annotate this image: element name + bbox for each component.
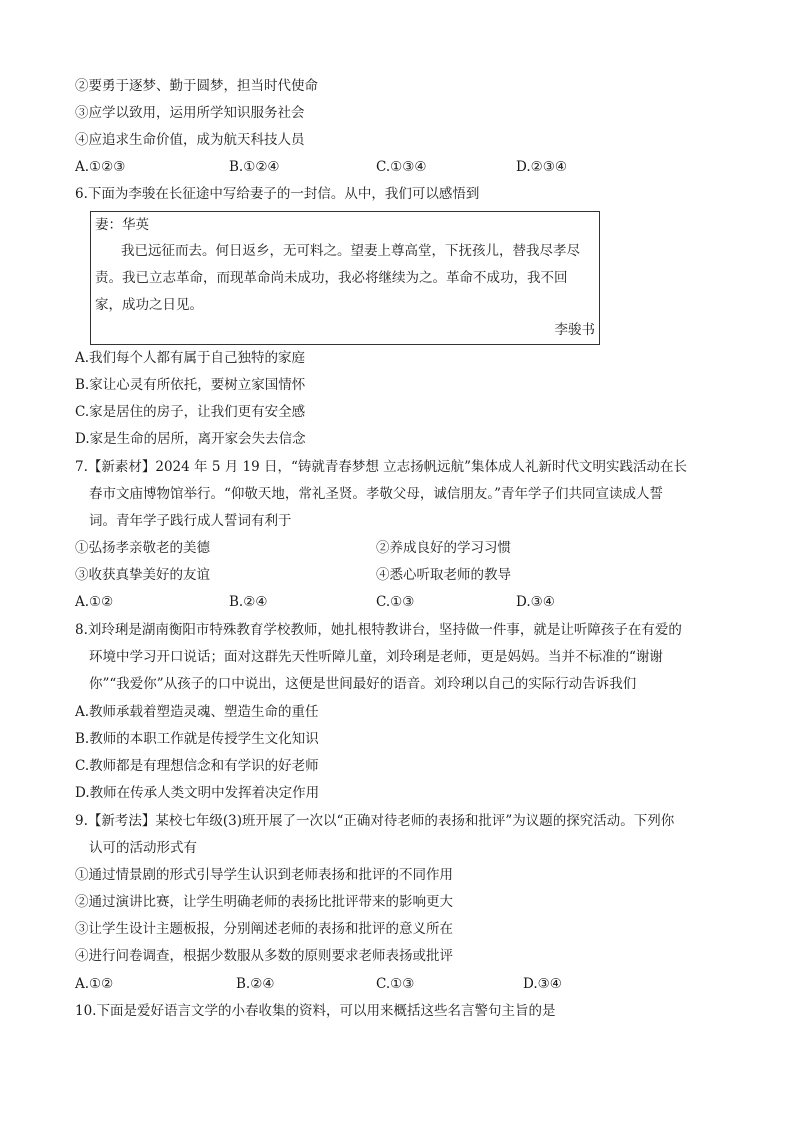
- q6-option-b: B.家让心灵有所依托，要树立家国情怀: [75, 377, 306, 393]
- q9-option-a: A.①②: [75, 976, 114, 992]
- q9-item-2: ②通过演讲比赛，让学生明确老师的表扬比批评带来的影响更大: [75, 894, 453, 910]
- letter-line-3: 家，成功之日见。: [95, 297, 203, 313]
- q9-item-4: ④进行问卷调查，根据少数服从多数的原则要求老师表扬或批评: [75, 948, 453, 964]
- q5-option-b: B.①②④: [229, 159, 280, 175]
- q7-item-1: ①弘扬孝亲敬老的美德: [75, 540, 210, 556]
- letter-line-2: 责。我已立志革命，而现革命尚未成功，我必将继续为之。革命不成功，我不回: [95, 270, 568, 286]
- letter-salutation: 妻：华英: [95, 217, 149, 233]
- q5-item-2: ②要勇于逐梦、勤于圆梦，担当时代使命: [75, 78, 318, 94]
- q5-item-4: ④应追求生命价值，成为航天科技人员: [75, 132, 305, 148]
- q5-option-a: A.①②③: [75, 159, 126, 175]
- q8-stem-line-1: 8.刘玲琍是湖南衡阳市特殊教育学校教师，她扎根特教讲台，坚持做一件事，就是让听障孩子在有爱的: [75, 622, 682, 638]
- q7-stem-line-1: 7.【新素材】2024 年 5 月 19 日，“铸就青春梦想 立志扬帆远航”集体成人礼新时代文明实践活动在长: [75, 459, 688, 475]
- q6-stem: 6.下面为李骏在长征途中写给妻子的一封信。从中，我们可以感悟到: [75, 186, 480, 202]
- q9-item-3: ③让学生设计主题板报，分别阐述老师的表扬和批评的意义所在: [75, 921, 453, 937]
- q9-stem-line-2: 认可的活动形式有: [89, 840, 197, 856]
- q5-item-3: ③应学以致用，运用所学知识服务社会: [75, 105, 305, 121]
- q8-option-b: B.教师的本职工作就是传授学生文化知识: [75, 731, 319, 747]
- q9-option-c: C.①③: [376, 976, 415, 992]
- q6-option-d: D.家是生命的居所，离开家会失去信念: [75, 431, 306, 447]
- q8-option-a: A.教师承载着塑造灵魂、塑造生命的重任: [75, 704, 319, 720]
- q7-option-b: B.②④: [229, 594, 268, 610]
- q7-stem-line-2: 春市文庙博物馆举行。“仰敬天地，常礼圣贤。孝敬父母，诚信朋友。”青年学子们共同宣读成人誓: [89, 486, 664, 502]
- q7-stem-line-3: 词。青年学子践行成人誓词有利于: [89, 513, 292, 529]
- q5-option-c: C.①③④: [376, 159, 427, 175]
- q8-option-d: D.教师在传承人类文明中发挥着决定作用: [75, 785, 320, 801]
- q6-option-a: A.我们每个人都有属于自己独特的家庭: [75, 350, 306, 366]
- q5-option-d: D.②③④: [516, 159, 567, 175]
- q6-option-c: C.家是居住的房子，让我们更有安全感: [75, 404, 306, 420]
- q9-option-d: D.③④: [523, 976, 562, 992]
- q10-stem: 10.下面是爱好语言文学的小春收集的资料，可以用来概括这些名言警句主旨的是: [75, 1003, 556, 1019]
- q7-option-c: C.①③: [376, 594, 415, 610]
- letter-box: [90, 211, 600, 345]
- q9-item-1: ①通过情景剧的形式引导学生认识到老师表扬和批评的不同作用: [75, 867, 453, 883]
- q8-option-c: C.教师都是有理想信念和有学识的好老师: [75, 758, 319, 774]
- q7-option-a: A.①②: [75, 594, 114, 610]
- q7-item-4: ④悉心听取老师的教导: [376, 567, 511, 583]
- q9-option-b: B.②④: [236, 976, 275, 992]
- q8-stem-line-3: 你”“我爱你”从孩子的口中说出，这便是世间最好的语音。刘玲琍以自己的实际行动告诉我们: [89, 676, 637, 692]
- letter-line-1: 我已远征而去。何日返乡，无可料之。望妻上尊高堂，下抚孩儿，替我尽孝尽: [121, 243, 580, 259]
- q8-stem-line-2: 环境中学习开口说话；面对这群先天性听障儿童，刘玲琍是老师，更是妈妈。当并不标准的“谢谢: [89, 649, 663, 665]
- q7-item-3: ③收获真挚美好的友谊: [75, 567, 210, 583]
- q7-item-2: ②养成良好的学习习惯: [376, 540, 511, 556]
- q7-option-d: D.③④: [516, 594, 555, 610]
- q9-stem-line-1: 9.【新考法】某校七年级(3)班开展了一次以“正确对待老师的表扬和批评”为议题的探究活动。下列你: [75, 813, 675, 829]
- letter-signature: 李骏书: [554, 322, 595, 338]
